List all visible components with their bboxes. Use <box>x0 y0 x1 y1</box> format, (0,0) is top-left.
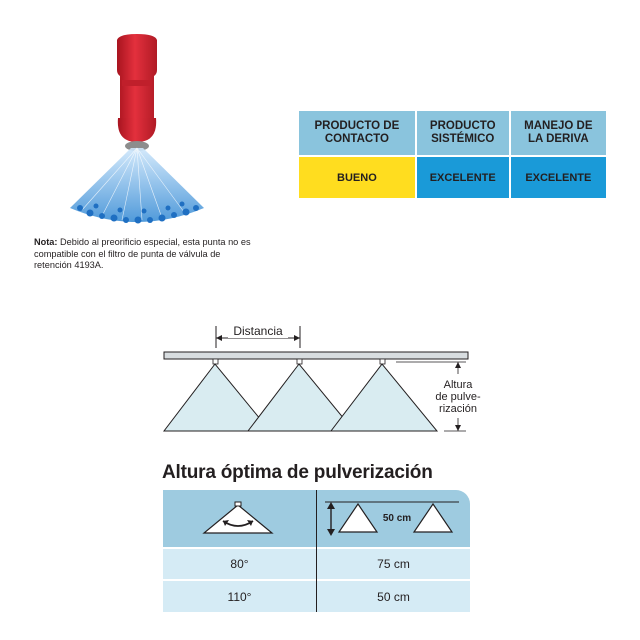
height-header-label: 50 cm <box>382 513 412 524</box>
spray-distance-diagram <box>160 318 481 440</box>
rating-drift-management: EXCELENTE <box>511 157 606 198</box>
spray-height-icon <box>323 498 463 540</box>
note-text: Debido al preorificio especial, esta punta no es compatible con el filtro de punta de válvula de retención 4193A. <box>34 237 251 271</box>
height-label-line3: rización <box>439 403 477 415</box>
angle-cell: 110° <box>227 590 252 604</box>
header-line: PRODUCTO <box>429 120 496 132</box>
rating-systemic-product: EXCELENTE <box>417 157 509 198</box>
spray-angle-icon <box>198 499 278 539</box>
header-drift-management <box>511 111 606 155</box>
optimum-height-table <box>163 490 470 616</box>
optimum-height-title: Altura óptima de pulverización <box>162 462 433 483</box>
height-label-line2: de pulve- <box>435 391 481 403</box>
rating-contact-product: BUENO <box>299 157 415 198</box>
angle-cell: 80° <box>230 557 249 571</box>
header-systemic-product <box>417 111 509 155</box>
header-contact-product <box>299 111 415 155</box>
spray-nozzle-icon <box>62 30 212 230</box>
header-line: CONTACTO <box>324 133 389 145</box>
header-line: PRODUCTO DE <box>314 120 400 132</box>
distance-label: Distancia <box>233 324 283 338</box>
ratings-table <box>297 111 608 198</box>
header-line: MANEJO DE <box>524 120 593 132</box>
height-cell: 50 cm <box>377 590 410 604</box>
height-cell: 75 cm <box>377 557 410 571</box>
height-label-line1: Altura <box>443 379 473 391</box>
spray-nozzle-image <box>62 30 212 230</box>
note-label: Nota: <box>34 237 58 247</box>
header-line: LA DERIVA <box>527 133 589 145</box>
compatibility-note <box>34 237 254 272</box>
header-line: SISTÉMICO <box>431 133 495 145</box>
